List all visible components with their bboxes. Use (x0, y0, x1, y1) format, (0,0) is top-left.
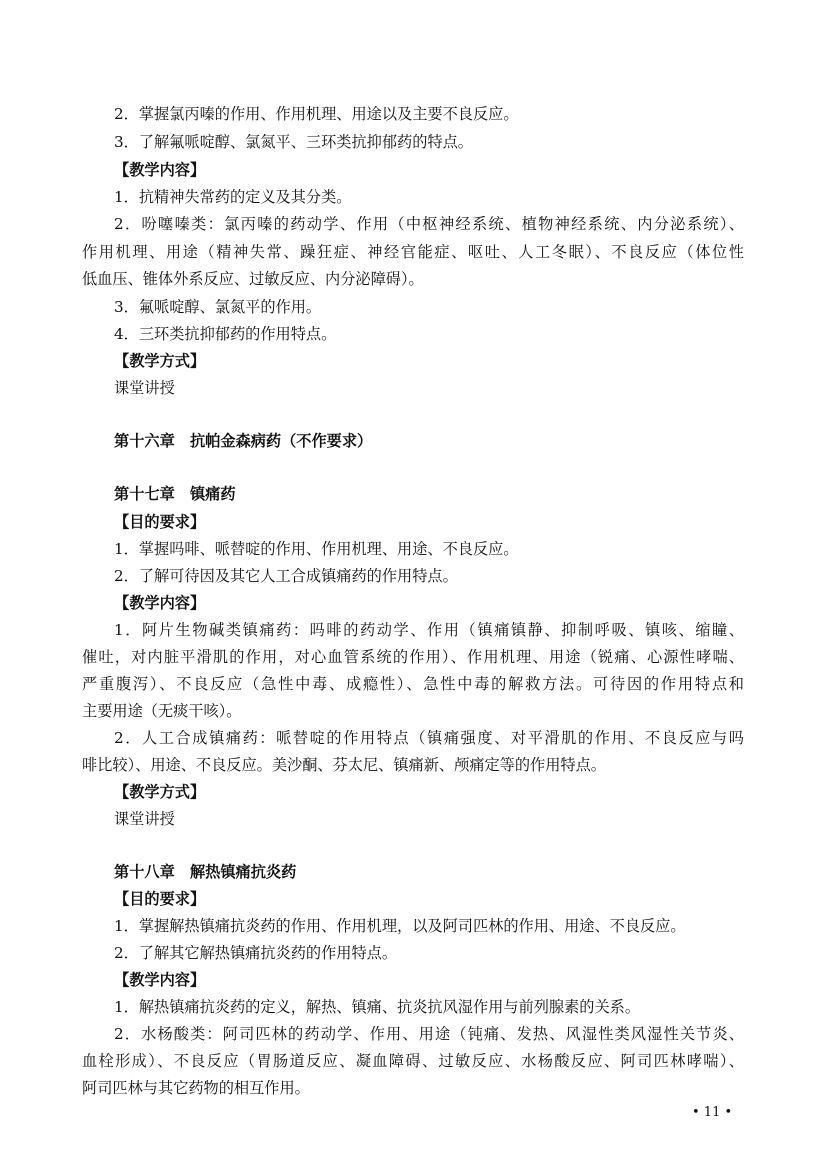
content-item-2-line-2: 作用机理、用途（精神失常、躁狂症、神经官能症、呕吐、人工冬眠）、不良反应（体位性 (82, 243, 744, 261)
content-item-2-line-2: 啡比较）、用途、不良反应。美沙酮、芬太尼、镇痛新、颅痛定等的作用特点。 (82, 756, 606, 774)
content-item-2-line-3: 阿司匹林与其它药物的相互作用。 (82, 1079, 310, 1097)
objective-item-1: 1．掌握吗啡、哌替啶的作用、作用机理、用途、不良反应。 (114, 540, 519, 558)
teaching-method-text: 课堂讲授 (114, 379, 175, 397)
content-item-3: 3．氟哌啶醇、氯氮平的作用。 (114, 298, 322, 316)
content-item-1-line-3: 严重腹泻）、不良反应（急性中毒、成瘾性）、急性中毒的解救方法。可待因的作用特点和 (82, 675, 744, 693)
section-label-teaching-method: 【教学方式】 (114, 783, 206, 801)
content-item-4: 4．三环类抗抑郁药的作用特点。 (114, 325, 337, 343)
page-number: • 11 • (692, 1105, 733, 1120)
chapter-18-title: 第十八章 解热镇痛抗炎药 (114, 863, 297, 881)
section-label-teaching-content: 【教学内容】 (114, 971, 206, 989)
content-item-2-line-1: 2．吩噻嗪类：氯丙嗪的药动学、作用（中枢神经系统、植物神经系统、内分泌系统）、 (114, 215, 744, 233)
content-item-2-line-1: 2．人工合成镇痛药：哌替啶的作用特点（镇痛强度、对平滑肌的作用、不良反应与吗 (114, 729, 744, 747)
content-item-1: 1．抗精神失常药的定义及其分类。 (114, 188, 352, 206)
section-label-objectives: 【目的要求】 (114, 513, 206, 531)
section-label-teaching-content: 【教学内容】 (114, 161, 206, 179)
content-item-1-line-4: 主要用途（无痰干咳）。 (82, 702, 242, 720)
chapter-17-title: 第十七章 镇痛药 (114, 485, 236, 503)
content-item-2-line-1: 2．水杨酸类：阿司匹林的药动学、作用、用途（钝痛、发热、风湿性类风湿性关节炎、 (114, 1025, 744, 1043)
section-label-objectives: 【目的要求】 (114, 890, 206, 908)
section-label-teaching-content: 【教学内容】 (114, 594, 206, 612)
objective-item-3: 3．了解氟哌啶醇、氯氮平、三环类抗抑郁药的特点。 (114, 133, 473, 151)
content-item-2-line-2: 血栓形成）、不良反应（胃肠道反应、凝血障碍、过敏反应、水杨酸反应、阿司匹林哮喘）、 (82, 1052, 744, 1070)
objective-item-2: 2．掌握氯丙嗪的作用、作用机理、用途以及主要不良反应。 (114, 105, 519, 123)
content-item-1: 1．解热镇痛抗炎药的定义，解热、镇痛、抗炎抗风湿作用与前列腺素的关系。 (114, 998, 641, 1016)
objective-item-2: 2．了解其它解热镇痛抗炎药的作用特点。 (114, 944, 398, 962)
content-item-2-line-3: 低血压、锥体外系反应、过敏反应、内分泌障碍）。 (82, 270, 424, 288)
chapter-16-title: 第十六章 抗帕金森病药（不作要求） (114, 432, 373, 450)
objective-item-2: 2．了解可待因及其它人工合成镇痛药的作用特点。 (114, 567, 458, 585)
content-item-1-line-1: 1．阿片生物碱类镇痛药：吗啡的药动学、作用（镇痛镇静、抑制呼吸、镇咳、缩瞳、 (114, 621, 744, 639)
section-label-teaching-method: 【教学方式】 (114, 352, 206, 370)
objective-item-1: 1．掌握解热镇痛抗炎药的作用、作用机理，以及阿司匹林的作用、用途、不良反应。 (114, 917, 686, 935)
teaching-method-text: 课堂讲授 (114, 810, 175, 828)
content-item-1-line-2: 催吐，对内脏平滑肌的作用，对心血管系统的作用）、作用机理、用途（锐痛、心源性哮喘、 (82, 648, 744, 666)
